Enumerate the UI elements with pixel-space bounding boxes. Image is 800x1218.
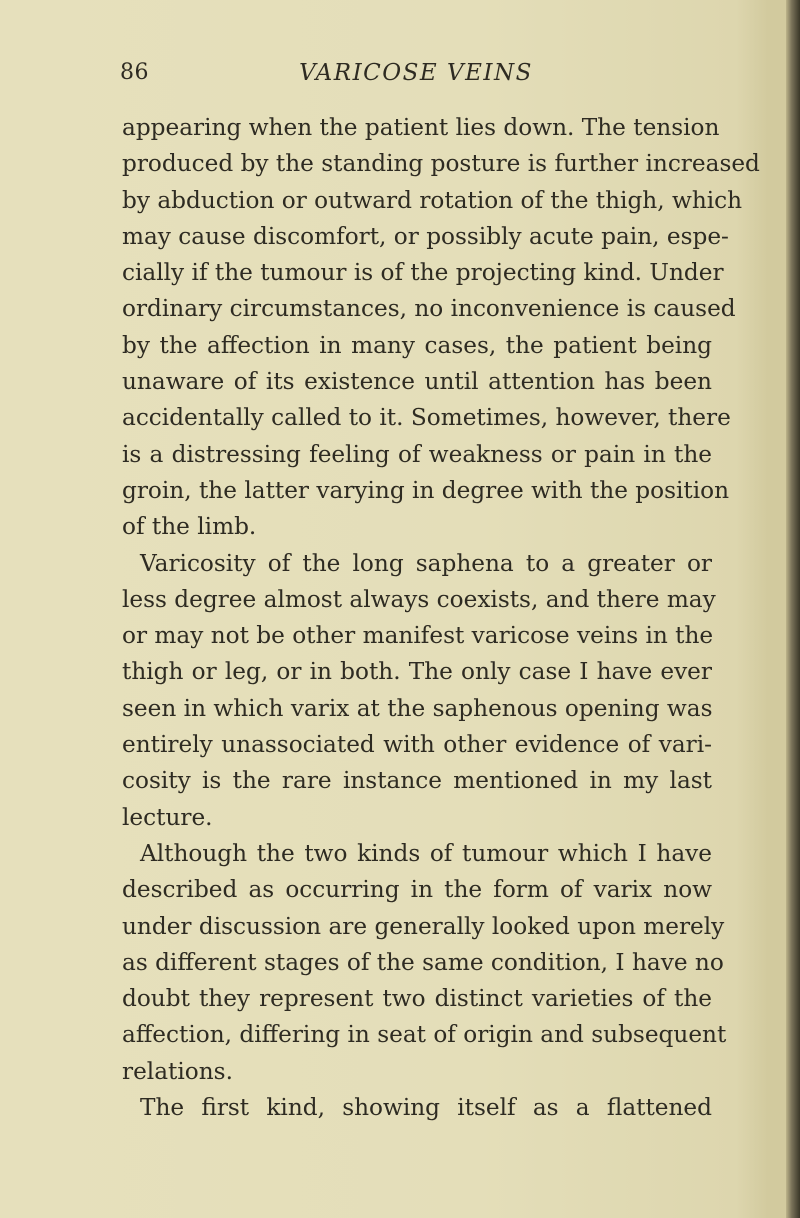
text-line: of the limb. xyxy=(122,513,257,541)
text-line: appearing when the patient lies down. The tension xyxy=(122,114,720,141)
text-line: by the affection in many cases, the patient being xyxy=(122,331,712,359)
text-line: thigh or leg, or in both. The only case I have ever xyxy=(122,658,712,686)
text-line: The first kind, showing itself as a flattened xyxy=(140,1094,712,1122)
text-line: unaware of its existence until attention has been xyxy=(122,368,712,396)
text-line: Varicosity of the long saphena to a greater or xyxy=(140,549,712,577)
text-line: relations. xyxy=(122,1057,233,1085)
text-line: by abduction or outward rotation of the thigh, which xyxy=(122,186,743,214)
text-line: ordinary circumstances, no inconvenience is caused xyxy=(122,295,736,323)
body-text xyxy=(122,110,760,1126)
text-line: affection, differing in seat of origin and subsequent xyxy=(122,1021,727,1049)
text-line: or may not be other manifest varicose veins in the xyxy=(122,622,714,650)
text-line: described as occurring in the form of varix now xyxy=(122,876,712,904)
text-line: seen in which varix at the saphenous opening was xyxy=(122,694,713,722)
text-line: cially if the tumour is of the projecting kind. Under xyxy=(122,259,724,287)
text-line: may cause discomfort, or possibly acute pain, espe- xyxy=(122,222,729,250)
text-line: less degree almost always coexists, and there may xyxy=(122,585,716,613)
text-line: doubt they represent two distinct varieties of the xyxy=(122,985,712,1013)
text-line: under discussion are generally looked upon merely xyxy=(122,912,725,940)
text-line: entirely unassociated with other evidence of vari- xyxy=(122,731,712,759)
text-line: as different stages of the same condition, I have no xyxy=(122,948,724,976)
text-line: cosity is the rare instance mentioned in my last xyxy=(122,767,712,795)
text-line: lecture. xyxy=(122,803,213,831)
page-binding-edge xyxy=(786,0,800,1218)
running-head xyxy=(120,60,712,90)
running-title: VARICOSE VEINS xyxy=(299,60,533,86)
text-line: is a distressing feeling of weakness or pain in the xyxy=(122,440,712,468)
text-line: groin, the latter varying in degree with the position xyxy=(122,476,730,504)
text-line: accidentally called to it. Sometimes, however, there xyxy=(122,404,731,432)
text-line: produced by the standing posture is further increased xyxy=(122,150,760,178)
text-line: Although the two kinds of tumour which I have xyxy=(140,839,712,867)
page-number: 86 xyxy=(120,60,149,85)
